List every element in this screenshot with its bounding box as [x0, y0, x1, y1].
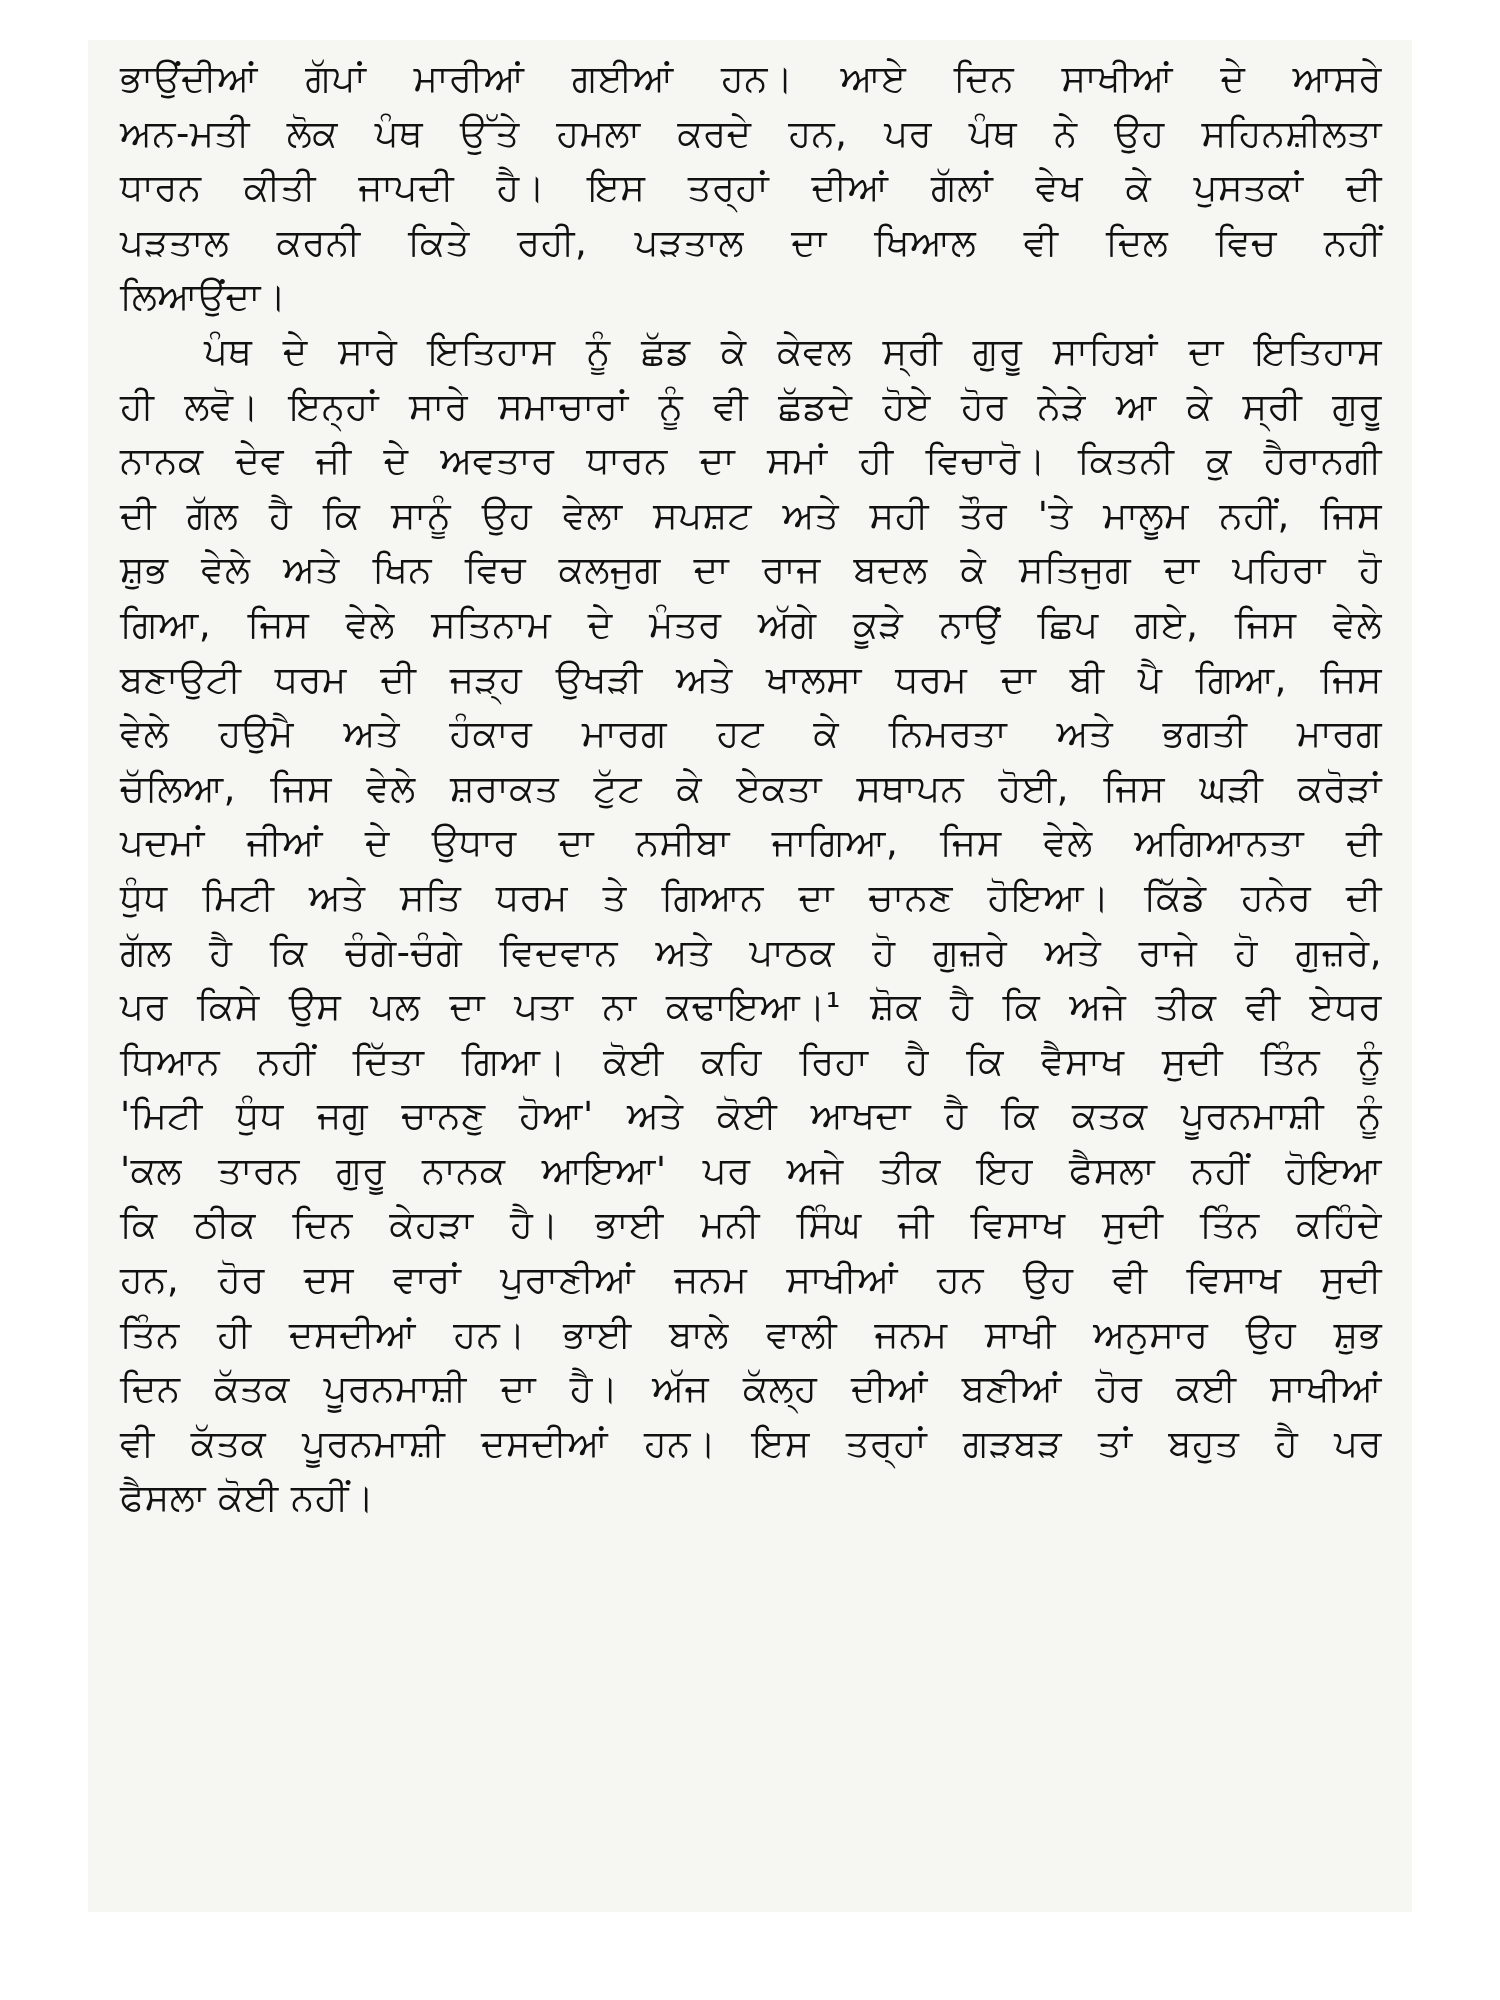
text-line: ਗੱਲ ਹੈ ਕਿ ਚੰਗੇ-ਚੰਗੇ ਵਿਦਵਾਨ ਅਤੇ ਪਾਠਕ ਹੋ ਗੁਜ਼ਰੇ ਅਤੇ ਰਾਜੇ ਹੋ ਗੁਜ਼ਰੇ, [120, 930, 1382, 974]
text-line: ਬਣਾਉਟੀ ਧਰਮ ਦੀ ਜੜ੍ਹ ਉਖੜੀ ਅਤੇ ਖਾਲਸਾ ਧਰਮ ਦਾ ਬੀ ਪੈ ਗਿਆ, ਜਿਸ [120, 657, 1382, 701]
text-line: ਭਾਉਂਦੀਆਂ ਗੱਪਾਂ ਮਾਰੀਆਂ ਗਈਆਂ ਹਨ। ਆਏ ਦਿਨ ਸਾਖੀਆਂ ਦੇ ਆਸਰੇ [120, 57, 1382, 100]
paragraph [120, 52, 1382, 325]
text-line: ਹੀ ਲਵੋ। ਇਨ੍ਹਾਂ ਸਾਰੇ ਸਮਾਚਾਰਾਂ ਨੂੰ ਵੀ ਛੱਡਦੇ ਹੋਏ ਹੋਰ ਨੇੜੇ ਆ ਕੇ ਸ੍ਰੀ ਗੁਰੂ [120, 384, 1382, 428]
text-line: ਨਾਨਕ ਦੇਵ ਜੀ ਦੇ ਅਵਤਾਰ ਧਾਰਨ ਦਾ ਸਮਾਂ ਹੀ ਵਿਚਾਰੋ। ਕਿਤਨੀ ਕੁ ਹੈਰਾਨਗੀ [120, 439, 1382, 483]
paragraph [120, 325, 1382, 1526]
text-line: 'ਮਿਟੀ ਧੁੰਧ ਜਗੁ ਚਾਨਣੁ ਹੋਆ' ਅਤੇ ਕੋਈ ਆਖਦਾ ਹੈ ਕਿ ਕਤਕ ਪੂਰਨਮਾਸ਼ੀ ਨੂੰ [120, 1094, 1382, 1138]
text-line: 'ਕਲ ਤਾਰਨ ਗੁਰੂ ਨਾਨਕ ਆਇਆ' ਪਰ ਅਜੇ ਤੀਕ ਇਹ ਫੈਸਲਾ ਨਹੀਂ ਹੋਇਆ [120, 1148, 1382, 1192]
text-line: ਵੇਲੇ ਹਉਮੈ ਅਤੇ ਹੰਕਾਰ ਮਾਰਗ ਹਟ ਕੇ ਨਿਮਰਤਾ ਅਤੇ ਭਗਤੀ ਮਾਰਗ [120, 712, 1382, 756]
text-line: ਤਿੰਨ ਹੀ ਦਸਦੀਆਂ ਹਨ। ਭਾਈ ਬਾਲੇ ਵਾਲੀ ਜਨਮ ਸਾਖੀ ਅਨੁਸਾਰ ਉਹ ਸ਼ੁਭ [120, 1312, 1382, 1356]
text-line: ਧਿਆਨ ਨਹੀਂ ਦਿੱਤਾ ਗਿਆ। ਕੋਈ ਕਹਿ ਰਿਹਾ ਹੈ ਕਿ ਵੈਸਾਖ ਸੁਦੀ ਤਿੰਨ ਨੂੰ [120, 1039, 1382, 1083]
text-line: ਪਰ ਕਿਸੇ ਉਸ ਪਲ ਦਾ ਪਤਾ ਨਾ ਕਢਾਇਆ।¹ ਸ਼ੋਕ ਹੈ ਕਿ ਅਜੇ ਤੀਕ ਵੀ ਏਧਰ [120, 985, 1382, 1029]
text-line: ਹਨ, ਹੋਰ ਦਸ ਵਾਰਾਂ ਪੁਰਾਣੀਆਂ ਜਨਮ ਸਾਖੀਆਂ ਹਨ ਉਹ ਵੀ ਵਿਸਾਖ ਸੁਦੀ [120, 1258, 1382, 1302]
text-line: ਸ਼ੁਭ ਵੇਲੇ ਅਤੇ ਖਿਨ ਵਿਚ ਕਲਜੁਗ ਦਾ ਰਾਜ ਬਦਲ ਕੇ ਸਤਿਜੁਗ ਦਾ ਪਹਿਰਾ ਹੋ [120, 548, 1382, 592]
text-line: ਪੰਥ ਦੇ ਸਾਰੇ ਇਤਿਹਾਸ ਨੂੰ ਛੱਡ ਕੇ ਕੇਵਲ ਸ੍ਰੀ ਗੁਰੂ ਸਾਹਿਬਾਂ ਦਾ ਇਤਿਹਾਸ [204, 329, 1382, 373]
text-line: ਵੀ ਕੱਤਕ ਪੂਰਨਮਾਸ਼ੀ ਦਸਦੀਆਂ ਹਨ। ਇਸ ਤਰ੍ਹਾਂ ਗੜਬੜ ਤਾਂ ਬਹੁਤ ਹੈ ਪਰ [120, 1421, 1382, 1465]
text-line: ਚੱਲਿਆ, ਜਿਸ ਵੇਲੇ ਸ਼ਰਾਕਤ ਟੁੱਟ ਕੇ ਏਕਤਾ ਸਥਾਪਨ ਹੋਈ, ਜਿਸ ਘੜੀ ਕਰੋੜਾਂ [120, 766, 1382, 810]
text-line: ਗਿਆ, ਜਿਸ ਵੇਲੇ ਸਤਿਨਾਮ ਦੇ ਮੰਤਰ ਅੱਗੇ ਕੂੜੇ ਨਾਉਂ ਛਿਪ ਗਏ, ਜਿਸ ਵੇਲੇ [120, 602, 1382, 646]
text-line: ਫੈਸਲਾ ਕੋਈ ਨਹੀਂ। [120, 1476, 375, 1520]
text-line: ਦਿਨ ਕੱਤਕ ਪੂਰਨਮਾਸ਼ੀ ਦਾ ਹੈ। ਅੱਜ ਕੱਲ੍ਹ ਦੀਆਂ ਬਣੀਆਂ ਹੋਰ ਕਈ ਸਾਖੀਆਂ [120, 1367, 1382, 1411]
text-line: ਅਨ-ਮਤੀ ਲੋਕ ਪੰਥ ਉੱਤੇ ਹਮਲਾ ਕਰਦੇ ਹਨ, ਪਰ ਪੰਥ ਨੇ ਉਹ ਸਹਿਨਸ਼ੀਲਤਾ [120, 111, 1382, 155]
body-text [120, 52, 1382, 1526]
text-line: ਧਾਰਨ ਕੀਤੀ ਜਾਪਦੀ ਹੈ। ਇਸ ਤਰ੍ਹਾਂ ਦੀਆਂ ਗੱਲਾਂ ਵੇਖ ਕੇ ਪੁਸਤਕਾਂ ਦੀ [120, 166, 1382, 210]
text-line: ਦੀ ਗੱਲ ਹੈ ਕਿ ਸਾਨੂੰ ਉਹ ਵੇਲਾ ਸਪਸ਼ਟ ਅਤੇ ਸਹੀ ਤੌਰ 'ਤੇ ਮਾਲੂਮ ਨਹੀਂ, ਜਿਸ [120, 493, 1382, 537]
text-line: ਕਿ ਠੀਕ ਦਿਨ ਕੇਹੜਾ ਹੈ। ਭਾਈ ਮਨੀ ਸਿੰਘ ਜੀ ਵਿਸਾਖ ਸੁਦੀ ਤਿੰਨ ਕਹਿੰਦੇ [120, 1203, 1382, 1247]
text-line: ਪੜਤਾਲ ਕਰਨੀ ਕਿਤੇ ਰਹੀ, ਪੜਤਾਲ ਦਾ ਖਿਆਲ ਵੀ ਦਿਲ ਵਿਚ ਨਹੀਂ [120, 220, 1382, 264]
text-line: ਧੁੰਧ ਮਿਟੀ ਅਤੇ ਸਤਿ ਧਰਮ ਤੇ ਗਿਆਨ ਦਾ ਚਾਨਣ ਹੋਇਆ। ਕਿੱਡੇ ਹਨੇਰ ਦੀ [120, 875, 1382, 919]
text-line: ਲਿਆਉਂਦਾ। [120, 275, 287, 319]
text-line: ਪਦਮਾਂ ਜੀਆਂ ਦੇ ਉਧਾਰ ਦਾ ਨਸੀਬਾ ਜਾਗਿਆ, ਜਿਸ ਵੇਲੇ ਅਗਿਆਨਤਾ ਦੀ [120, 821, 1382, 865]
